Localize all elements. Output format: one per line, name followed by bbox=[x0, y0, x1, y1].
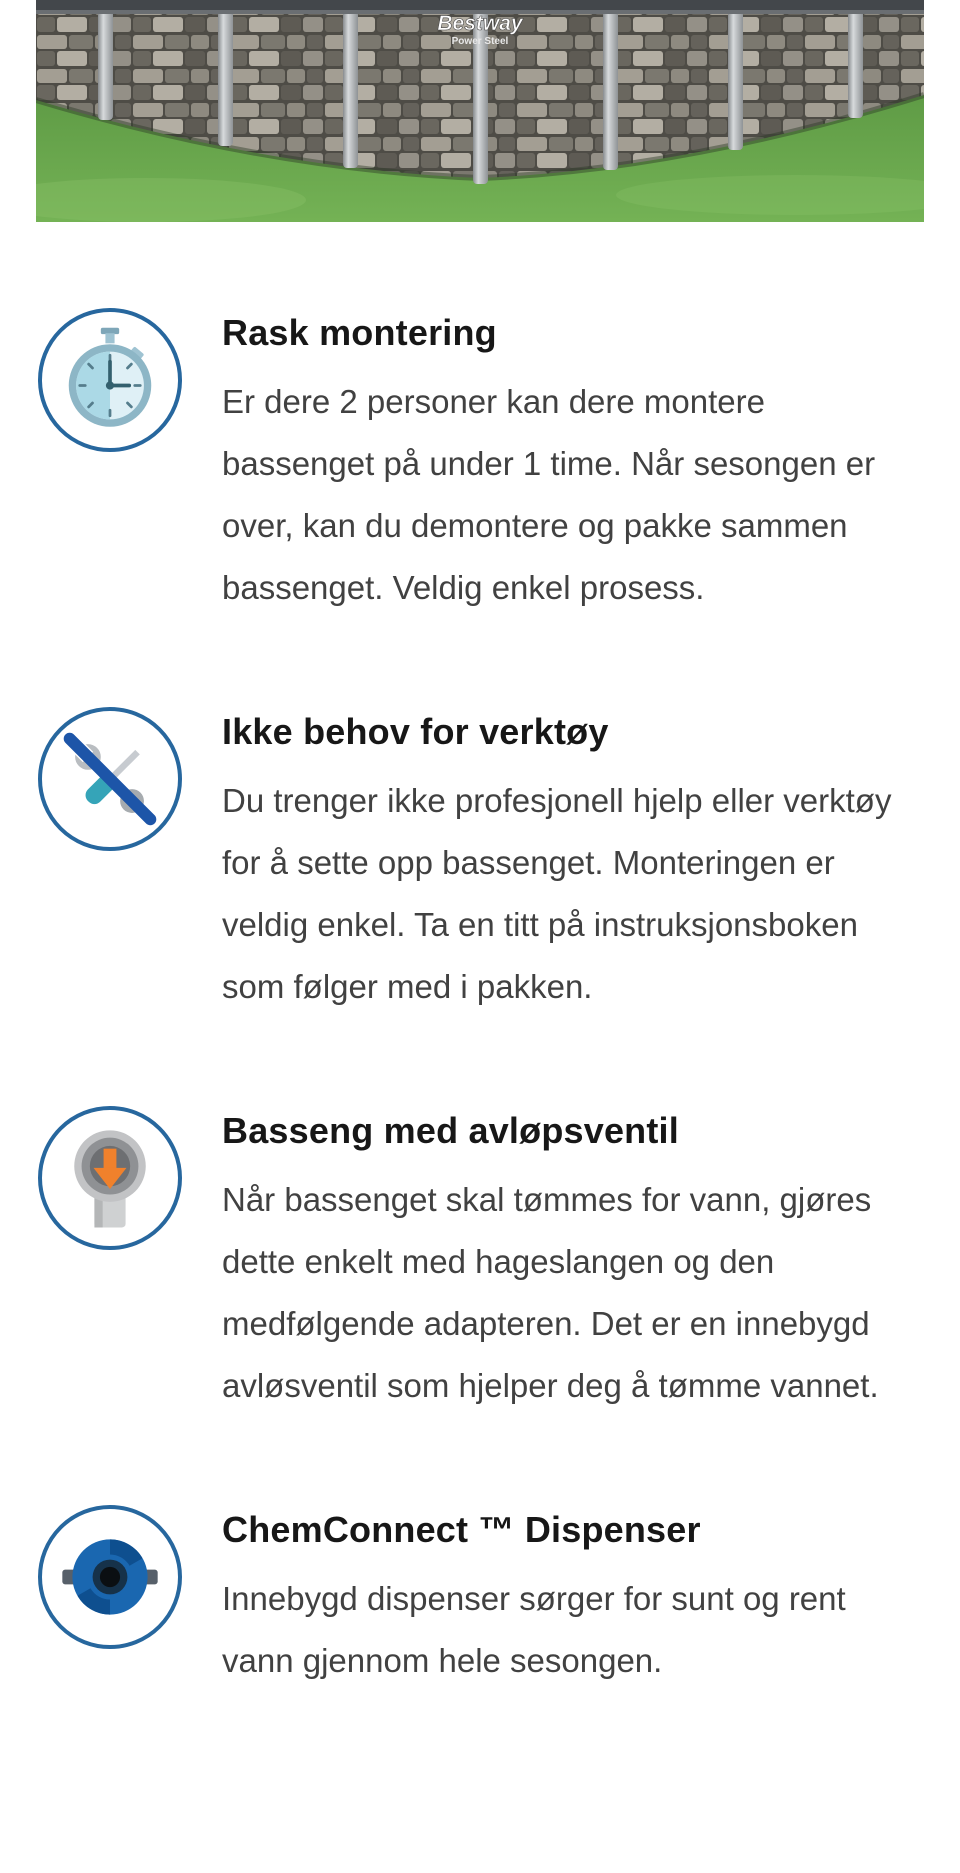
feature-text bbox=[222, 1507, 924, 1692]
chemconnect-dispenser-icon bbox=[55, 1522, 165, 1632]
feature-body: Du trenger ikke profesjonell hjelp eller verktøy for å sette opp bassenget. Monteringen er veldig enkel. Ta en titt på instruksjonsboken som følger med i pakken. bbox=[222, 782, 892, 1005]
pool-top-rail bbox=[36, 0, 924, 10]
feature-title: ChemConnect ™ Dispenser bbox=[222, 1509, 701, 1550]
pool-photo bbox=[36, 0, 924, 222]
feature-body: Er dere 2 personer kan dere montere bassenget på under 1 time. Når sesongen er over, kan du demontere og pakke sammen bassenget. Veldig enkel prosess. bbox=[222, 383, 876, 606]
feature-text bbox=[222, 709, 924, 1018]
feature-body: Når bassenget skal tømmes for vann, gjøres dette enkelt med hageslangen og den medfølgende adapteren. Det er en innebygd avløsventil som hjelper deg å tømme vannet. bbox=[222, 1181, 879, 1404]
feature-item bbox=[38, 1106, 924, 1417]
drain-valve-icon-badge bbox=[38, 1106, 182, 1250]
stopwatch-icon-badge bbox=[38, 308, 182, 452]
chemconnect-dispenser-icon-badge bbox=[38, 1505, 182, 1649]
feature-list bbox=[0, 222, 960, 1692]
feature-title: Basseng med avløpsventil bbox=[222, 1110, 679, 1151]
feature-item bbox=[38, 308, 924, 619]
brand-sub-logo: Power Steel bbox=[451, 36, 509, 47]
feature-item bbox=[38, 1505, 924, 1692]
feature-title: Ikke behov for verktøy bbox=[222, 711, 609, 752]
no-tools-icon bbox=[55, 724, 165, 834]
feature-item bbox=[38, 707, 924, 1018]
stopwatch-icon bbox=[55, 325, 165, 435]
feature-text bbox=[222, 310, 924, 619]
feature-text bbox=[222, 1108, 924, 1417]
no-tools-icon-badge bbox=[38, 707, 182, 851]
drain-valve-icon bbox=[55, 1123, 165, 1233]
feature-title: Rask montering bbox=[222, 312, 497, 353]
brand-logo: Bestway bbox=[437, 12, 523, 35]
feature-body: Innebygd dispenser sørger for sunt og rent vann gjennom hele sesongen. bbox=[222, 1580, 846, 1679]
product-hero-image bbox=[36, 0, 924, 222]
